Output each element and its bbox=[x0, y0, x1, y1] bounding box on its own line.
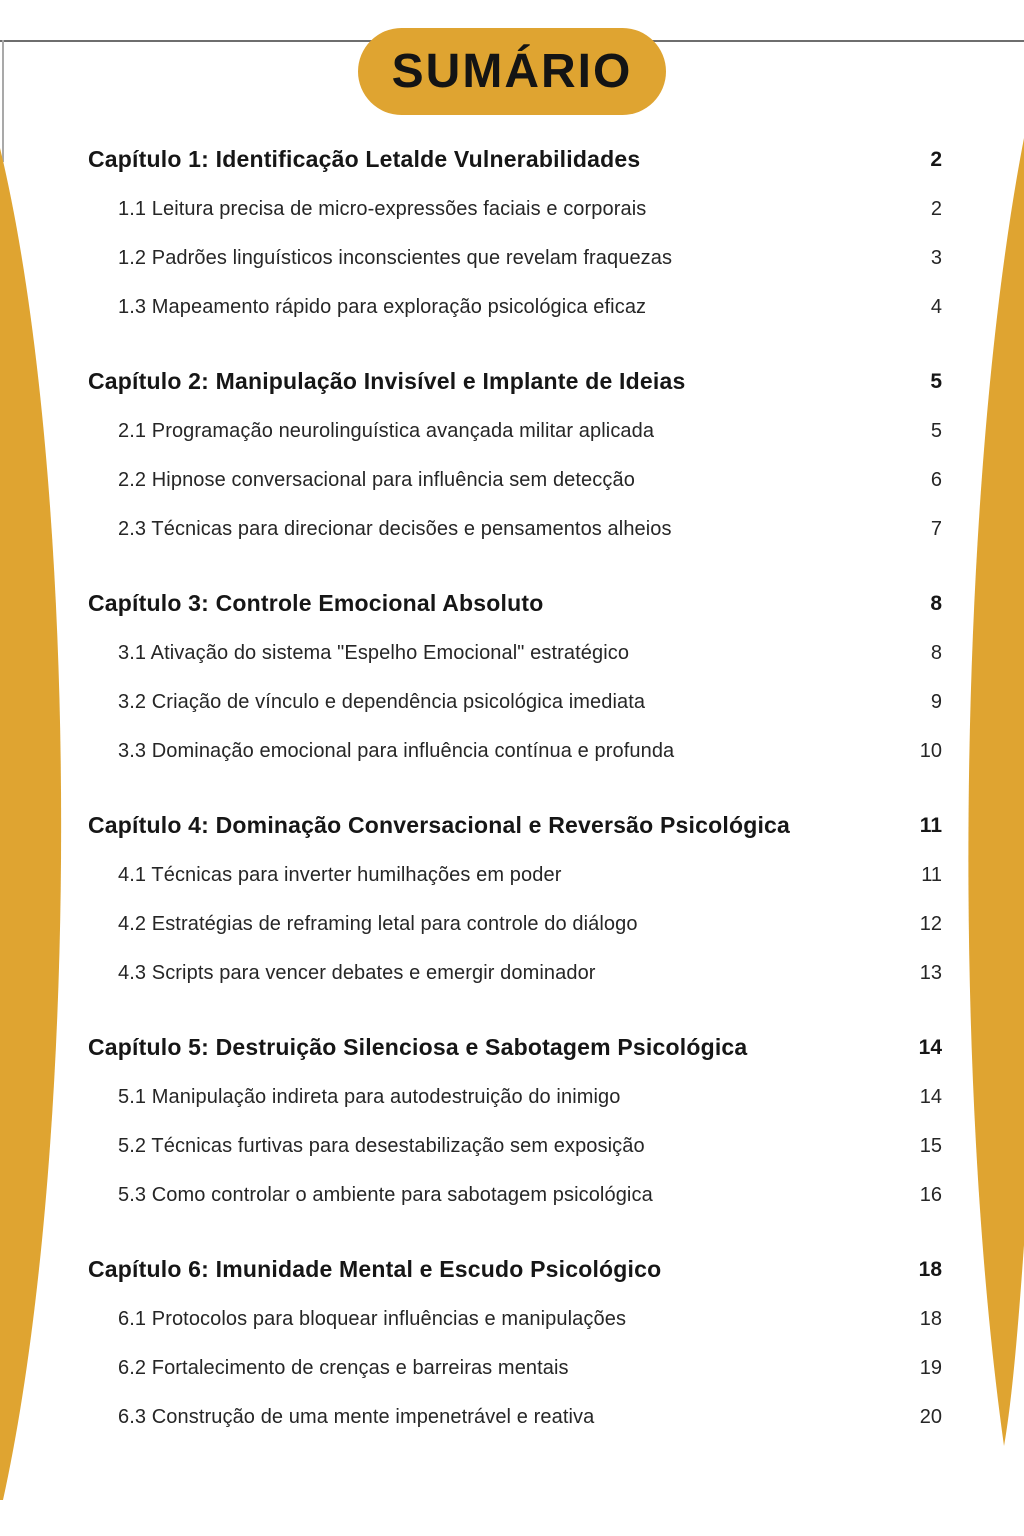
toc-entry-page-number: 13 bbox=[919, 962, 942, 984]
chapter-heading-row bbox=[88, 356, 942, 407]
toc-entry-title: 4.1 Técnicas para inverter humilhações em poder bbox=[118, 864, 562, 886]
toc-list bbox=[88, 134, 942, 1466]
toc-entry-page-number: 8 bbox=[930, 642, 942, 664]
toc-entry-page-number: 6 bbox=[930, 469, 942, 491]
toc-entry-title: 6.1 Protocolos para bloquear influências e manipulações bbox=[118, 1308, 627, 1330]
toc-entry-row bbox=[88, 678, 942, 727]
chapter-heading-row bbox=[88, 134, 942, 185]
chapter-title: Capítulo 3: Controle Emocional Absoluto bbox=[88, 590, 544, 616]
toc-entry-row bbox=[88, 456, 942, 505]
toc-chapter bbox=[88, 1244, 942, 1442]
toc-entry-row bbox=[88, 1122, 942, 1171]
chapter-page-number: 5 bbox=[930, 369, 942, 393]
toc-chapter bbox=[88, 578, 942, 776]
toc-entry-row bbox=[88, 851, 942, 900]
toc-entry-title: 2.1 Programação neurolinguística avançada militar aplicada bbox=[118, 420, 655, 442]
toc-entry-row bbox=[88, 407, 942, 456]
chapter-heading-row bbox=[88, 1244, 942, 1295]
chapter-page-number: 11 bbox=[919, 813, 942, 837]
chapter-title: Capítulo 4: Dominação Conversacional e Reversão Psicológica bbox=[88, 812, 791, 838]
chapter-title: Capítulo 6: Imunidade Mental e Escudo Psicológico bbox=[88, 1256, 662, 1282]
toc-entry-title: 2.3 Técnicas para direcionar decisões e pensamentos alheios bbox=[118, 518, 672, 540]
chapter-title: Capítulo 5: Destruição Silenciosa e Sabotagem Psicológica bbox=[88, 1034, 748, 1060]
toc-entry-page-number: 16 bbox=[919, 1184, 942, 1206]
toc-entry-row bbox=[88, 629, 942, 678]
toc-entry-title: 5.2 Técnicas furtivas para desestabilização sem exposição bbox=[118, 1135, 645, 1157]
toc-entry-page-number: 2 bbox=[930, 198, 942, 220]
toc-entry-row bbox=[88, 1295, 942, 1344]
chapter-heading-row bbox=[88, 1022, 942, 1073]
toc-entry-title: 4.2 Estratégias de reframing letal para controle do diálogo bbox=[118, 913, 638, 935]
toc-entry-title: 1.2 Padrões linguísticos inconscientes que revelam fraquezas bbox=[118, 247, 673, 269]
toc-entry-page-number: 15 bbox=[919, 1135, 942, 1157]
toc-entry-row bbox=[88, 1171, 942, 1220]
toc-entry-page-number: 12 bbox=[919, 913, 942, 935]
toc-entry-title: 2.2 Hipnose conversacional para influência sem detecção bbox=[118, 469, 635, 491]
toc-entry-title: 3.1 Ativação do sistema "Espelho Emocional" estratégico bbox=[118, 642, 630, 664]
toc-entry-title: 5.1 Manipulação indireta para autodestruição do inimigo bbox=[118, 1086, 621, 1108]
toc-entry-page-number: 11 bbox=[921, 864, 942, 886]
toc-entry-title: 6.3 Construção de uma mente impenetrável e reativa bbox=[118, 1406, 595, 1428]
chapter-heading-row bbox=[88, 800, 942, 851]
toc-entry-row bbox=[88, 1344, 942, 1393]
chapter-title: Capítulo 2: Manipulação Invisível e Implante de Ideias bbox=[88, 368, 686, 394]
toc-entry-title: 1.3 Mapeamento rápido para exploração psicológica eficaz bbox=[118, 296, 647, 318]
toc-entry-row bbox=[88, 949, 942, 998]
toc-entry-row bbox=[88, 727, 942, 776]
summary-title-badge bbox=[358, 28, 666, 115]
toc-entry-title: 5.3 Como controlar o ambiente para sabotagem psicológica bbox=[118, 1184, 653, 1206]
gold-swash-left bbox=[0, 148, 61, 1500]
chapter-page-number: 18 bbox=[918, 1257, 942, 1281]
toc-entry-row bbox=[88, 505, 942, 554]
toc-entry-title: 3.2 Criação de vínculo e dependência psicológica imediata bbox=[118, 691, 646, 713]
chapter-heading-row bbox=[88, 578, 942, 629]
toc-entry-row bbox=[88, 234, 942, 283]
toc-entry-page-number: 18 bbox=[919, 1308, 942, 1330]
toc-entry-page-number: 5 bbox=[930, 420, 942, 442]
toc-entry-page-number: 7 bbox=[930, 518, 942, 540]
toc-entry-page-number: 10 bbox=[919, 740, 942, 762]
chapter-page-number: 2 bbox=[930, 147, 942, 171]
chapter-page-number: 8 bbox=[930, 591, 942, 615]
toc-entry-row bbox=[88, 900, 942, 949]
left-page-border bbox=[2, 40, 4, 162]
toc-entry-title: 3.3 Dominação emocional para influência contínua e profunda bbox=[118, 740, 675, 762]
toc-entry-page-number: 9 bbox=[930, 691, 942, 713]
toc-entry-row bbox=[88, 283, 942, 332]
toc-chapter bbox=[88, 800, 942, 998]
gold-swash-right bbox=[968, 138, 1024, 1446]
toc-entry-page-number: 19 bbox=[919, 1357, 942, 1379]
chapter-page-number: 14 bbox=[918, 1035, 942, 1059]
toc-entry-row bbox=[88, 1393, 942, 1442]
toc-entry-title: 4.3 Scripts para vencer debates e emergir dominador bbox=[118, 962, 596, 984]
toc-entry-page-number: 14 bbox=[919, 1086, 942, 1108]
toc-entry-title: 1.1 Leitura precisa de micro-expressões faciais e corporais bbox=[118, 198, 647, 220]
toc-chapter bbox=[88, 1022, 942, 1220]
toc-entry-title: 6.2 Fortalecimento de crenças e barreiras mentais bbox=[118, 1357, 569, 1379]
toc-entry-page-number: 20 bbox=[919, 1406, 942, 1428]
toc-entry-page-number: 4 bbox=[930, 296, 942, 318]
chapter-title: Capítulo 1: Identificação Letalde Vulnerabilidades bbox=[88, 146, 641, 172]
toc-entry-row bbox=[88, 185, 942, 234]
toc-entry-row bbox=[88, 1073, 942, 1122]
page-title: SUMÁRIO bbox=[391, 45, 633, 98]
toc-chapter bbox=[88, 134, 942, 332]
toc-entry-page-number: 3 bbox=[930, 247, 942, 269]
toc-chapter bbox=[88, 356, 942, 554]
